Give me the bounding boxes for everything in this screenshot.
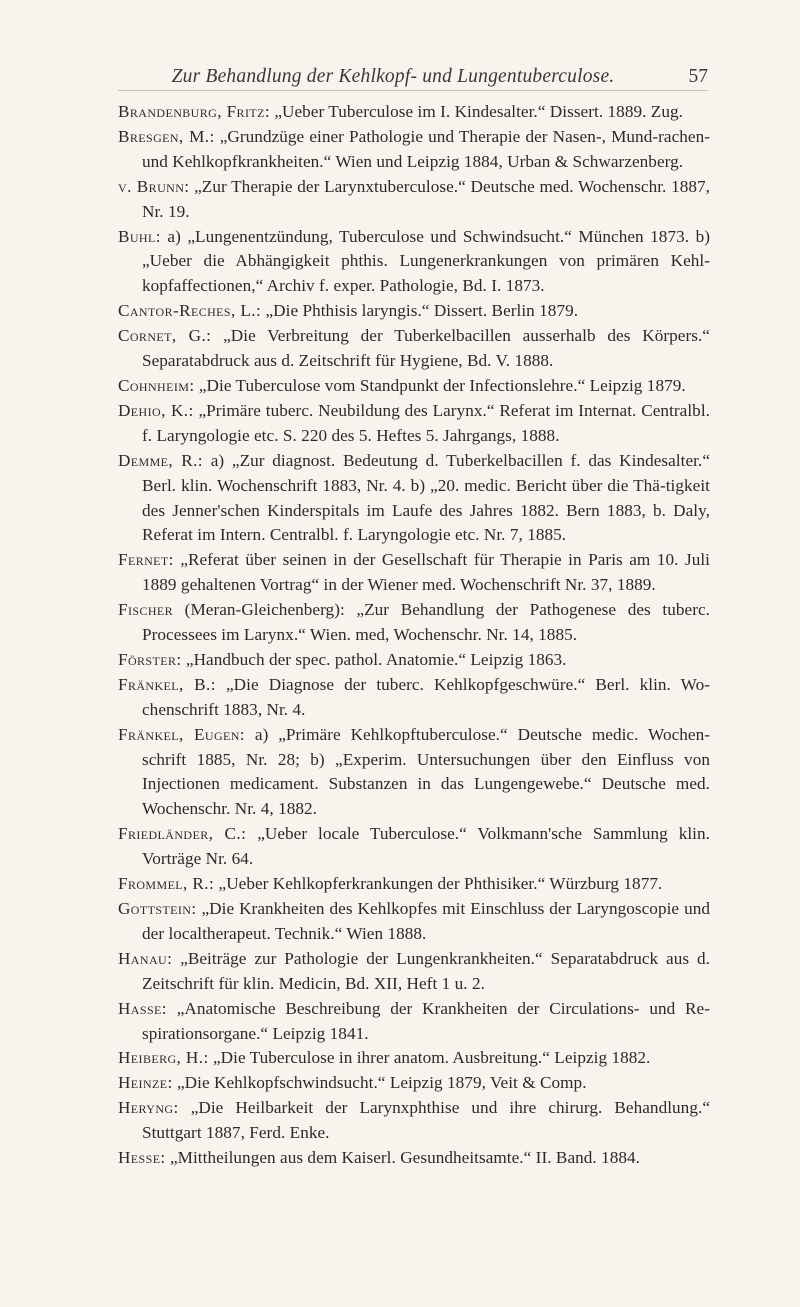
bibliography-entry: [118, 399, 710, 449]
bibliography-entry: [118, 872, 710, 897]
header-rule: [118, 90, 708, 91]
entry-author: Hasse:: [118, 998, 167, 1018]
bibliography-entry: [118, 374, 710, 399]
entry-author: Dehio, K.:: [118, 400, 194, 420]
entry-author: Fränkel, B.:: [118, 674, 216, 694]
entry-author: Fränkel, Eugen:: [118, 724, 245, 744]
bibliography-entry: [118, 598, 710, 648]
bibliography-entry: [118, 1046, 710, 1071]
bibliography-list: [118, 100, 710, 1171]
bibliography-entry: [118, 673, 710, 723]
entry-author: Cantor-Reches, L.:: [118, 301, 262, 321]
entry-author: Hanau:: [118, 948, 173, 968]
entry-text: „Die Kehlkopfschwindsucht.“ Leipzig 1879, Veit & Comp.: [172, 1073, 587, 1093]
entry-author: Cohnheim:: [118, 375, 195, 395]
bibliography-entry: [118, 997, 710, 1047]
bibliography-entry: [118, 100, 710, 125]
bibliography-entry: [118, 1071, 710, 1096]
entry-text: „Mittheilungen aus dem Kaiserl. Gesundheitsamte.“ II. Band. 1884.: [165, 1148, 641, 1168]
bibliography-entry: [118, 324, 710, 374]
entry-text: a) „Lungenentzündung, Tuberculose und Schwindsucht.“ München 1873. b) „Ueber die Abhängigkeit phthis. Lungenerkrankungen von primären Kehl-kopfaffectionen,“ Archiv f. exper. Pathologie, Bd. I. 1873.: [142, 226, 710, 296]
entry-author: Heiberg, H.:: [118, 1048, 209, 1068]
entry-text: „Die Krankheiten des Kehlkopfes mit Einschluss der Laryngoscopie und der localtherapeut. Technik.“ Wien 1888.: [142, 899, 710, 943]
entry-text: „Die Phthisis laryngis.“ Dissert. Berlin 1879.: [261, 301, 579, 321]
bibliography-entry: [118, 125, 710, 175]
running-header: [118, 66, 708, 96]
entry-author: Demme, R.:: [118, 450, 203, 470]
entry-text: „Beiträge zur Pathologie der Lungenkrankheiten.“ Separatabdruck aus d. Zeitschrift für klin. Medicin, Bd. XII, Heft 1 u. 2.: [142, 948, 710, 993]
entry-author: Buhl:: [118, 226, 161, 246]
bibliography-entry: [118, 225, 710, 300]
bibliography-entry: [118, 947, 710, 997]
bibliography-entry: [118, 822, 710, 872]
bibliography-entry: [118, 548, 710, 598]
entry-text: a) „Zur diagnost. Bedeutung d. Tuberkelbacillen f. das Kindesalter.“ Berl. klin. Wochenschrift 1883, Nr. 4. b) „20. medic. Bericht über die Thä-tigkeit des Jenner'schen Kinderspitals im Laufe des Jahres 1882. Bern 1883, b. Daly, Referat im Intern. Centralbl. f. Laryngologie etc. Nr. 7, 1885.: [142, 450, 711, 545]
entry-text: „Ueber Kehlkopferkrankungen der Phthisiker.“ Würzburg 1877.: [214, 874, 663, 894]
bibliography-entry: [118, 648, 710, 673]
entry-text: (Meran-Gleichenberg): „Zur Behandlung der Pathogenese des tuberc. Processees im Larynx.“ Wien. med, Wochenschr. Nr. 14, 1885.: [142, 600, 710, 645]
entry-text: a) „Primäre Kehlkopftuberculose.“ Deutsche medic. Wochen-schrift 1885, Nr. 28; b) „Experim. Untersuchungen über den Einfluss von Injectionen medicament. Substanzen in das Lungengewebe.“ Deutsche med. Wochenschr. Nr. 4, 1882.: [142, 724, 711, 819]
entry-author: Cornet, G.:: [118, 326, 212, 346]
entry-author: Bresgen, M.:: [118, 126, 215, 146]
running-title: Zur Behandlung der Kehlkopf- und Lungentuberculose.: [171, 66, 615, 87]
entry-text: „Primäre tuberc. Neubildung des Larynx.“ Referat im Internat. Centralbl. f. Laryngologie etc. S. 220 des 5. Heftes 5. Jahrgangs, 1888.: [142, 400, 710, 445]
entry-text: „Handbuch der spec. pathol. Anatomie.“ Leipzig 1863.: [181, 649, 567, 669]
bibliography-entry: [118, 449, 710, 549]
bibliography-entry: [118, 1146, 710, 1171]
entry-text: „Referat über seinen in der Gesellschaft für Therapie in Paris am 10. Juli 1889 gehaltenen Vortrag“ in der Wiener med. Wochenschrift Nr. 37, 1889.: [142, 550, 710, 595]
entry-author: Brandenburg, Fritz:: [118, 102, 270, 121]
entry-text: „Ueber locale Tuberculose.“ Volkmann'sche Sammlung klin. Vorträge Nr. 64.: [142, 824, 710, 869]
entry-author: Frommel, R.:: [118, 874, 215, 894]
entry-author: Fernet:: [118, 550, 174, 570]
entry-text: „Die Verbreitung der Tuberkelbacillen ausserhalb des Körpers.“ Separatabdruck aus d. Zeitschrift für Hygiene, Bd. V. 1888.: [142, 326, 710, 371]
entry-author: v. Brunn:: [118, 176, 190, 196]
entry-text: „Zur Therapie der Larynxtuberculose.“ Deutsche med. Wochenschr. 1887, Nr. 19.: [142, 176, 710, 221]
entry-text: „Die Tuberculose vom Standpunkt der Infectionslehre.“ Leipzig 1879.: [194, 375, 686, 395]
entry-text: „Grundzüge einer Pathologie und Therapie der Nasen-, Mund-rachen- und Kehlkopfkrankheiten.“ Wien und Leipzig 1884, Urban & Schwarzenberg.: [142, 126, 710, 171]
entry-author: Fischer: [118, 600, 174, 620]
entry-text: „Anatomische Beschreibung der Krankheiten der Circulations- und Re-spirationsorgane.“ Leipzig 1841.: [142, 998, 710, 1043]
entry-text: „Ueber Tuberculose im I. Kindesalter.“ Dissert. 1889. Zug.: [270, 102, 683, 121]
entry-author: Förster:: [118, 649, 182, 669]
entry-author: Heryng:: [118, 1098, 179, 1118]
bibliography-entry: [118, 897, 710, 947]
bibliography-entry: [118, 1096, 710, 1146]
bibliography-entry: [118, 175, 710, 225]
entry-author: Gottstein:: [118, 899, 197, 918]
page-number: 57: [688, 66, 708, 87]
entry-text: „Die Diagnose der tuberc. Kehlkopfgeschwüre.“ Berl. klin. Wo-chenschrift 1883, Nr. 4.: [142, 674, 710, 719]
entry-author: Heinze:: [118, 1073, 173, 1093]
entry-text: „Die Heilbarkeit der Larynxphthise und ihre chirurg. Behandlung.“ Stuttgart 1887, Ferd. Enke.: [142, 1098, 710, 1143]
entry-author: Friedländer, C.:: [118, 824, 247, 844]
bibliography-entry: [118, 723, 710, 823]
entry-author: Hesse:: [118, 1148, 166, 1168]
bibliography-entry: [118, 299, 710, 324]
entry-text: „Die Tuberculose in ihrer anatom. Ausbreitung.“ Leipzig 1882.: [208, 1048, 651, 1068]
